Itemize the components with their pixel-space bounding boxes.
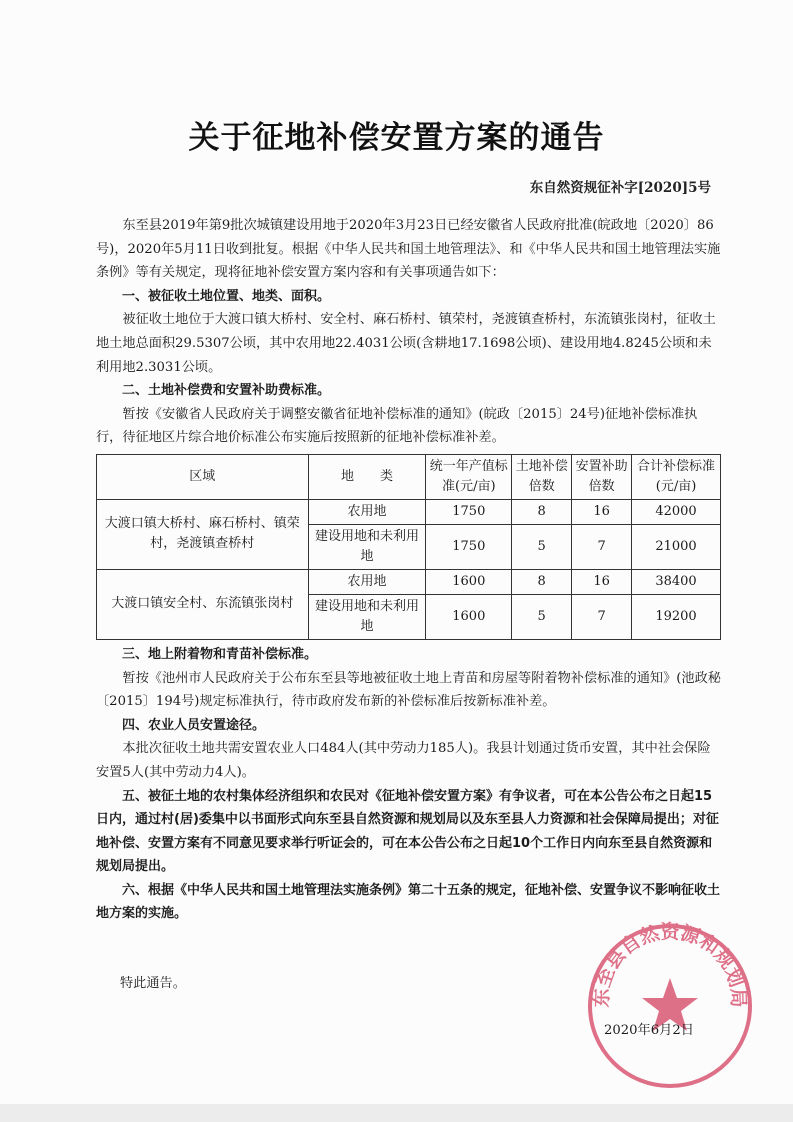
resettle-multiple-cell: 7 [572,594,632,639]
section-2-heading: 二、土地补偿费和安置补助费标准。 [122,383,331,399]
section-6-text: 六、根据《中华人民共和国土地管理法实施条例》第二十五条的规定，征地补偿、安置争议不影响征收土地方案的实施。 [96,882,721,922]
table-row [97,499,721,524]
section-4-text: 本批次征收土地共需安置农业人口484人(其中劳动力185人)。我县计划通过货币安置，其中社会保险安置5人(其中劳动力4人)。 [96,741,711,780]
table-header: 统一年产值标准(元/亩) [426,454,512,499]
document-date: 2020年6月2日 [604,1023,694,1038]
value-cell: 1600 [426,569,512,594]
value-cell: 1750 [426,524,512,569]
compensation-table [96,454,721,640]
table-row [97,569,721,594]
closing-remark: 特此通告。 [120,976,186,991]
document-body [96,214,722,926]
value-cell: 1600 [426,594,512,639]
section-1-heading: 一、被征收土地位置、地类、面积。 [122,288,331,304]
section-2-text: 暂按《安徽省人民政府关于调整安徽省征地补偿标准的通知》(皖政〔2015〕24号)征地补偿标准执行，待征地区片综合地价标准公布实施后按照新的征地补偿标准补差。 [96,406,698,446]
table-header: 安置补助倍数 [572,454,632,499]
land-multiple-cell: 8 [512,499,572,524]
official-seal-stamp [582,918,758,1094]
region-cell: 大渡口镇大桥村、麻石桥村、镇荣村，尧渡镇查桥村 [97,499,309,569]
section-3-heading: 三、地上附着物和青苗补偿标准。 [122,646,318,662]
region-cell: 大渡口镇安全村、东流镇张岗村 [97,569,309,639]
section-1-text: 被征收土地位于大渡口镇大桥村、安全村、麻石桥村、镇荣村，尧渡镇查桥村，东流镇张岗村，征收土地土地总面积29.5307公顷，其中农用地22.4031公顷(含耕地17.1698公顷)、建设用地4.8245公顷和未利用地2.3031公顷。 [96,312,716,375]
section-4-heading: 四、农业人员安置途径。 [122,717,266,733]
total-cell: 19200 [632,594,721,639]
resettle-multiple-cell: 16 [572,499,632,524]
total-cell: 38400 [632,569,721,594]
total-cell: 21000 [632,524,721,569]
document-number: 东自然资规征补字[2020]5号 [529,180,711,196]
seal-text: 东至县自然资源和规划局 [590,921,750,1008]
land-multiple-cell: 5 [512,594,572,639]
land-type-cell: 建设用地和未利用地 [308,524,426,569]
resettle-multiple-cell: 7 [572,524,632,569]
section-3-text: 暂按《池州市人民政府关于公布东至县等地被征收土地上青苗和房屋等附着物补偿标准的通知》(池政秘〔2015〕194号)规定标准执行，待市政府发布新的补偿标准后按新标准补差。 [96,670,721,710]
land-type-cell: 建设用地和未利用地 [308,594,426,639]
total-cell: 42000 [632,499,721,524]
land-type-cell: 农用地 [308,499,426,524]
land-type-cell: 农用地 [308,569,426,594]
value-cell: 1750 [426,499,512,524]
land-multiple-cell: 8 [512,569,572,594]
resettle-multiple-cell: 16 [572,569,632,594]
table-header: 土地补偿倍数 [512,454,572,499]
table-header: 合计补偿标准(元/亩) [632,454,721,499]
table-header: 地 类 [308,454,426,499]
document-title: 关于征地补偿安置方案的通告 [188,120,605,156]
table-header-row [97,454,721,499]
intro-paragraph: 东至县2019年第9批次城镇建设用地于2020年3月23日已经安徽省人民政府批准(皖政地〔2020〕86号)，2020年5月11日收到批复。根据《中华人民共和国土地管理法》、和《中华人民共和国土地管理法实施条例》等有关规定，现将征地补偿安置方案内容和有关事项通告如下： [96,218,721,281]
section-5-text: 五、被征土地的农村集体经济组织和农民对《征地补偿安置方案》有争议者，可在本公告公布之日起15日内，通过村(居)委集中以书面形式向东至县自然资源和规划局以及东至县人力资源和社会保障局提出；对征地补偿、安置方案有不同意见要求举行听证会的，可在本公告公布之日起10个工作日内向东至县自然资源和规划局提出。 [96,788,719,875]
table-header: 区域 [97,454,309,499]
land-multiple-cell: 5 [512,524,572,569]
scan-bottom-border [0,1104,793,1122]
